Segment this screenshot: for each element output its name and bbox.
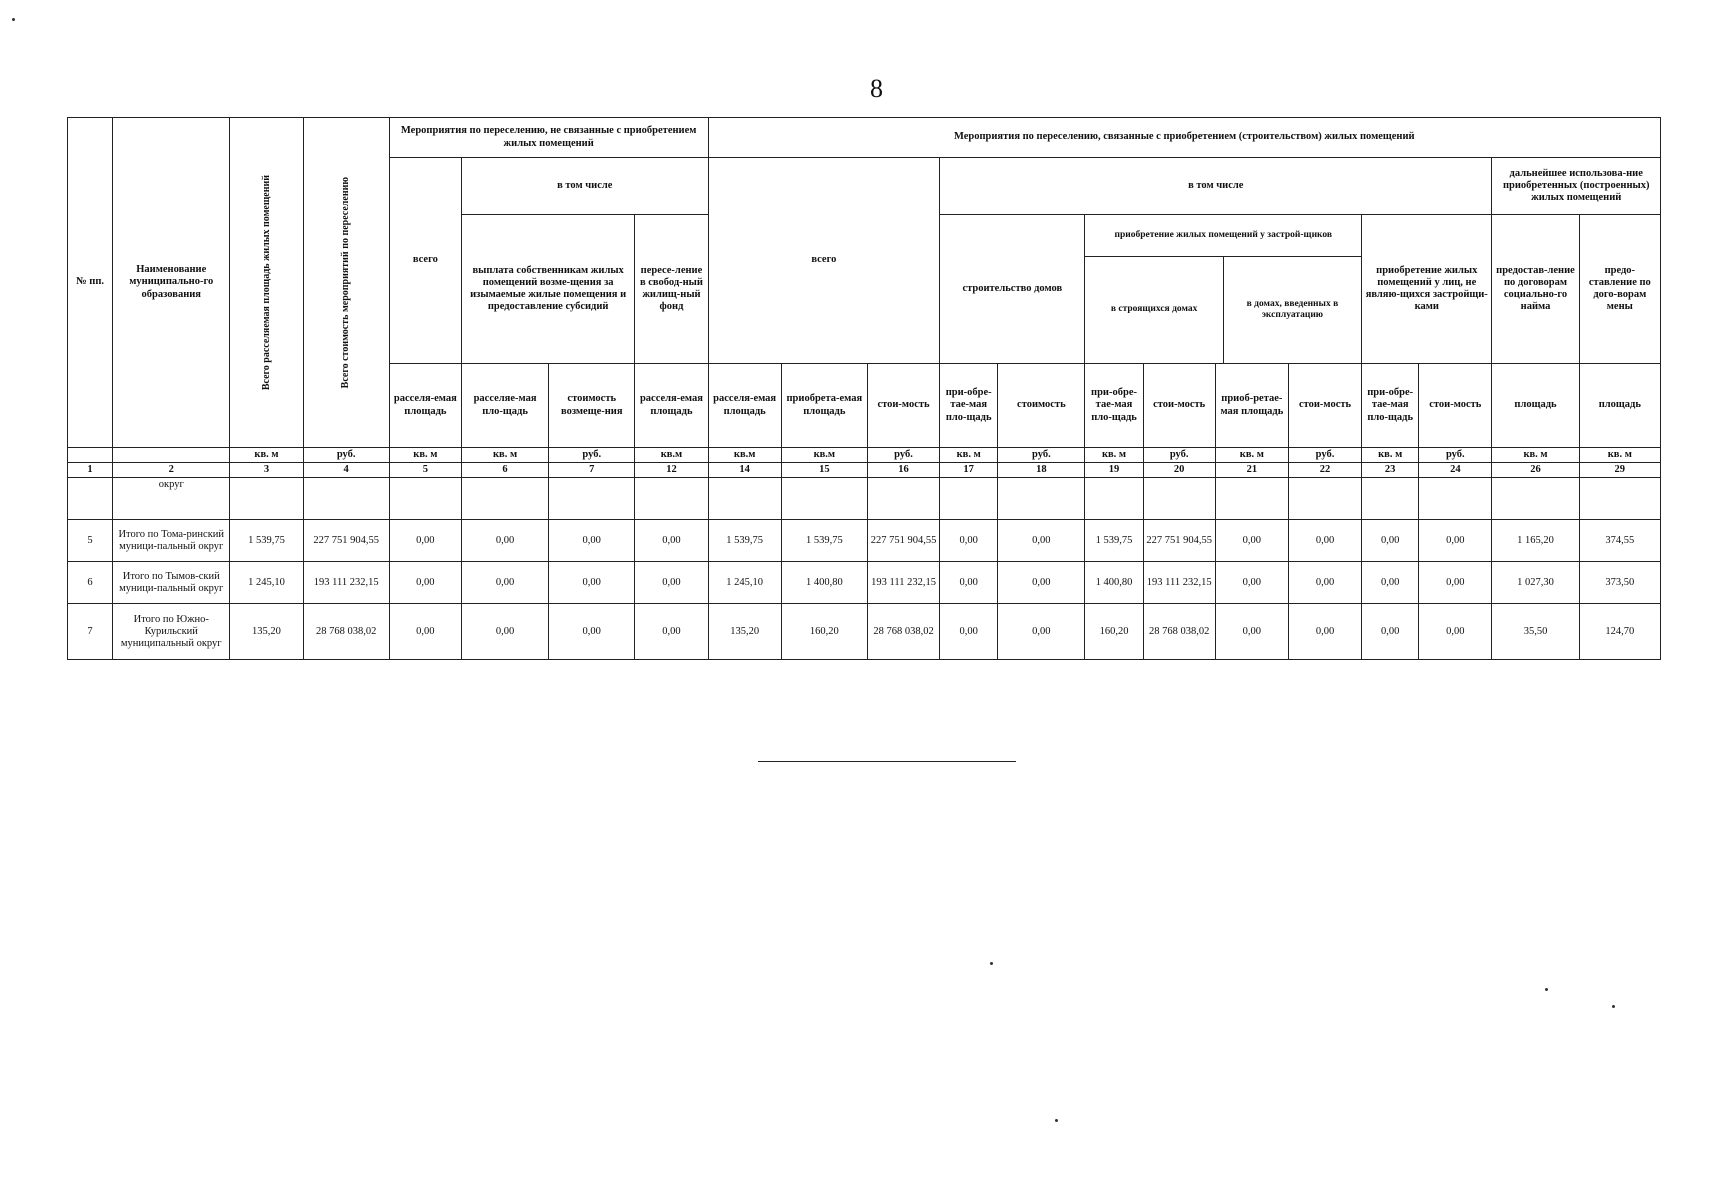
cell-c22: 0,00 <box>1288 562 1361 604</box>
cell-c14: 1 539,75 <box>708 520 781 562</box>
cell-c21: 0,00 <box>1215 604 1288 660</box>
header-acq-non-dev: приобретение жилых помещений у лиц, не являю-щихся застройщи-ками <box>1362 215 1492 364</box>
cell <box>230 478 303 520</box>
colnum: 4 <box>303 463 389 478</box>
cell-c12: 0,00 <box>635 604 708 660</box>
scan-speck <box>12 18 15 21</box>
sub-c23: при-обре-тае-мая пло-щадь <box>1362 364 1419 448</box>
acq-developers-subtable <box>1085 215 1361 363</box>
sub-c12: расселя-емая площадь <box>635 364 708 448</box>
cell-c7: 0,00 <box>549 520 635 562</box>
row-name: Итого по Южно-Курильский муниципальный округ <box>113 604 230 660</box>
row-name: Итого по Тымов-ский муници-пальный округ <box>113 562 230 604</box>
cell <box>998 478 1085 520</box>
cell-c20: 193 111 232,15 <box>1143 562 1215 604</box>
colnum: 29 <box>1579 463 1660 478</box>
sub-c20: стои-мость <box>1143 364 1215 448</box>
cell-c23: 0,00 <box>1362 562 1419 604</box>
scan-speck <box>1055 1119 1058 1122</box>
sub-c7: стоимость возмеще-ния <box>549 364 635 448</box>
unit-c4: руб. <box>303 448 389 463</box>
sub-c26: площадь <box>1492 364 1579 448</box>
in-building-label: в строящихся домах <box>1085 256 1223 363</box>
unit-c6: кв. м <box>461 448 548 463</box>
unit-c17: кв. м <box>940 448 998 463</box>
resettlement-table <box>67 117 1661 660</box>
cell-c20: 227 751 904,55 <box>1143 520 1215 562</box>
cell-c3: 1 539,75 <box>230 520 303 562</box>
cell-c5: 0,00 <box>389 604 461 660</box>
colnum: 22 <box>1288 463 1361 478</box>
cell-c15: 1 400,80 <box>781 562 867 604</box>
colnum: 7 <box>549 463 635 478</box>
cell-c22: 0,00 <box>1288 604 1361 660</box>
colnum: 24 <box>1419 463 1492 478</box>
row-number: 7 <box>68 604 113 660</box>
colnum: 19 <box>1085 463 1143 478</box>
colnum: 14 <box>708 463 781 478</box>
colnum: 17 <box>940 463 998 478</box>
unit-blank-2 <box>113 448 230 463</box>
colnum: 2 <box>113 463 230 478</box>
cell-c7: 0,00 <box>549 562 635 604</box>
cell-c21: 0,00 <box>1215 562 1288 604</box>
header-name: Наименование муниципально-го образования <box>113 118 230 448</box>
colnum: 1 <box>68 463 113 478</box>
header-v-tom-chisle-1: в том числе <box>461 158 708 215</box>
sub-c17: при-обре-тае-мая пло-щадь <box>940 364 998 448</box>
colnum: 26 <box>1492 463 1579 478</box>
colnum: 18 <box>998 463 1085 478</box>
unit-blank-1 <box>68 448 113 463</box>
colnum: 21 <box>1215 463 1288 478</box>
cell-c18: 0,00 <box>998 604 1085 660</box>
unit-c21: кв. м <box>1215 448 1288 463</box>
cell-c12: 0,00 <box>635 562 708 604</box>
unit-c7: руб. <box>549 448 635 463</box>
unit-c14: кв.м <box>708 448 781 463</box>
header-construction: строительство домов <box>940 215 1085 364</box>
header-vsego-2: всего <box>708 158 940 364</box>
header-payout: выплата собственникам жилых помещений возме-щения за изымаемые жилые помещения и предоставление субсидий <box>461 215 634 364</box>
header-area-total <box>230 118 303 448</box>
cell-c19: 160,20 <box>1085 604 1143 660</box>
cell-c4: 28 768 038,02 <box>303 604 389 660</box>
cell-c7: 0,00 <box>549 604 635 660</box>
header-cost-total <box>303 118 389 448</box>
cell-c26: 1 027,30 <box>1492 562 1579 604</box>
header-group-not-acquisition: Мероприятия по переселению, не связанные с приобретением жилых помещений <box>389 118 708 158</box>
cell-c6: 0,00 <box>461 604 548 660</box>
cell-c12: 0,00 <box>635 520 708 562</box>
cell-c17: 0,00 <box>940 604 998 660</box>
sub-c24: стои-мость <box>1419 364 1492 448</box>
in-commissioned-label: в домах, введенных в эксплуатацию <box>1246 298 1339 320</box>
scan-speck <box>990 962 993 965</box>
cell-c16: 227 751 904,55 <box>867 520 939 562</box>
carry-row <box>68 478 1661 520</box>
cell-c4: 193 111 232,15 <box>303 562 389 604</box>
cell <box>1215 478 1288 520</box>
cell-c23: 0,00 <box>1362 604 1419 660</box>
unit-c24: руб. <box>1419 448 1492 463</box>
cell <box>781 478 867 520</box>
cell <box>461 478 548 520</box>
cell-c5: 0,00 <box>389 562 461 604</box>
unit-c15: кв.м <box>781 448 867 463</box>
sub-c19: при-обре-тае-мая пло-щадь <box>1085 364 1143 448</box>
cell-c19: 1 539,75 <box>1085 520 1143 562</box>
unit-c26: кв. м <box>1492 448 1579 463</box>
colnum: 6 <box>461 463 548 478</box>
cell <box>635 478 708 520</box>
header-area-total-text: Всего расселяемая площадь жилых помещений <box>260 174 272 391</box>
cell-c16: 28 768 038,02 <box>867 604 939 660</box>
end-divider-line <box>758 761 1016 762</box>
cell <box>1362 478 1419 520</box>
unit-c16: руб. <box>867 448 939 463</box>
sub-c5: расселя-емая площадь <box>389 364 461 448</box>
carry-row-name: округ <box>113 478 230 520</box>
cell <box>708 478 781 520</box>
unit-c3: кв. м <box>230 448 303 463</box>
sub-c21: приоб-ретае-мая площадь <box>1215 364 1288 448</box>
header-num: № пп. <box>68 118 113 448</box>
unit-c5: кв. м <box>389 448 461 463</box>
sub-c18: стоимость <box>998 364 1085 448</box>
cell-c29: 373,50 <box>1579 562 1660 604</box>
unit-c23: кв. м <box>1362 448 1419 463</box>
cell-c5: 0,00 <box>389 520 461 562</box>
cell-c18: 0,00 <box>998 520 1085 562</box>
colnum: 23 <box>1362 463 1419 478</box>
cell <box>867 478 939 520</box>
sub-c16: стои-мость <box>867 364 939 448</box>
sub-c29: площадь <box>1579 364 1660 448</box>
cell-c3: 1 245,10 <box>230 562 303 604</box>
colnum: 12 <box>635 463 708 478</box>
cell <box>68 478 113 520</box>
cell-c26: 35,50 <box>1492 604 1579 660</box>
cell <box>1143 478 1215 520</box>
cell-c29: 374,55 <box>1579 520 1660 562</box>
header-vsego-1: всего <box>389 158 461 364</box>
cell-c19: 1 400,80 <box>1085 562 1143 604</box>
unit-c19: кв. м <box>1085 448 1143 463</box>
cell-c24: 0,00 <box>1419 562 1492 604</box>
row-name: Итого по Тома-ринский муници-пальный округ <box>113 520 230 562</box>
scan-speck <box>1545 988 1548 991</box>
cell-c22: 0,00 <box>1288 520 1361 562</box>
unit-c12: кв.м <box>635 448 708 463</box>
header-acq-developers <box>1085 215 1362 364</box>
header-exchange: предо-ставление по дого-ворам мены <box>1579 215 1660 364</box>
table-row <box>68 604 1661 660</box>
sub-c14: расселя-емая площадь <box>708 364 781 448</box>
sub-c15: приобрета-емая площадь <box>781 364 867 448</box>
cell-c26: 1 165,20 <box>1492 520 1579 562</box>
cell-c23: 0,00 <box>1362 520 1419 562</box>
page-number: 8 <box>870 74 883 103</box>
cell-c15: 1 539,75 <box>781 520 867 562</box>
cell-c16: 193 111 232,15 <box>867 562 939 604</box>
header-social-lease: предостав-ление по договорам социально-го найма <box>1492 215 1579 364</box>
colnum: 20 <box>1143 463 1215 478</box>
cell-c24: 0,00 <box>1419 520 1492 562</box>
cell <box>940 478 998 520</box>
cell-c14: 135,20 <box>708 604 781 660</box>
header-resettle-free: пересе-ление в свобод-ный жилищ-ный фонд <box>635 215 708 364</box>
cell <box>1085 478 1143 520</box>
cell <box>303 478 389 520</box>
colnum: 16 <box>867 463 939 478</box>
cell-c21: 0,00 <box>1215 520 1288 562</box>
cell-c17: 0,00 <box>940 520 998 562</box>
colnum: 5 <box>389 463 461 478</box>
colnum: 3 <box>230 463 303 478</box>
cell <box>1288 478 1361 520</box>
sub-c6: расселяе-мая пло-щадь <box>461 364 548 448</box>
unit-c29: кв. м <box>1579 448 1660 463</box>
unit-c18: руб. <box>998 448 1085 463</box>
cell-c14: 1 245,10 <box>708 562 781 604</box>
cell-c4: 227 751 904,55 <box>303 520 389 562</box>
cell <box>1419 478 1492 520</box>
unit-c20: руб. <box>1143 448 1215 463</box>
cell-c29: 124,70 <box>1579 604 1660 660</box>
acq-developers-label: приобретение жилых помещений у застрой-щиков <box>1085 215 1361 256</box>
header-v-tom-chisle-2: в том числе <box>940 158 1492 215</box>
cell-c20: 28 768 038,02 <box>1143 604 1215 660</box>
header-group-acquisition: Мероприятия по переселению, связанные с приобретением (строительством) жилых помещений <box>708 118 1660 158</box>
cell <box>1492 478 1579 520</box>
cell-c18: 0,00 <box>998 562 1085 604</box>
cell-c15: 160,20 <box>781 604 867 660</box>
header-future-use: дальнейшее использова-ние приобретенных (построенных) жилых помещений <box>1492 158 1661 215</box>
table-row <box>68 520 1661 562</box>
header-cost-total-text: Всего стоимость мероприятий по переселению <box>340 176 352 389</box>
row-number: 5 <box>68 520 113 562</box>
cell-c24: 0,00 <box>1419 604 1492 660</box>
cell <box>1579 478 1660 520</box>
cell-c17: 0,00 <box>940 562 998 604</box>
unit-c22: руб. <box>1288 448 1361 463</box>
scan-speck <box>1612 1005 1615 1008</box>
cell <box>549 478 635 520</box>
sub-c22: стои-мость <box>1288 364 1361 448</box>
row-number: 6 <box>68 562 113 604</box>
cell-c6: 0,00 <box>461 562 548 604</box>
cell-c6: 0,00 <box>461 520 548 562</box>
colnum: 15 <box>781 463 867 478</box>
cell-c3: 135,20 <box>230 604 303 660</box>
table-row <box>68 562 1661 604</box>
cell <box>389 478 461 520</box>
